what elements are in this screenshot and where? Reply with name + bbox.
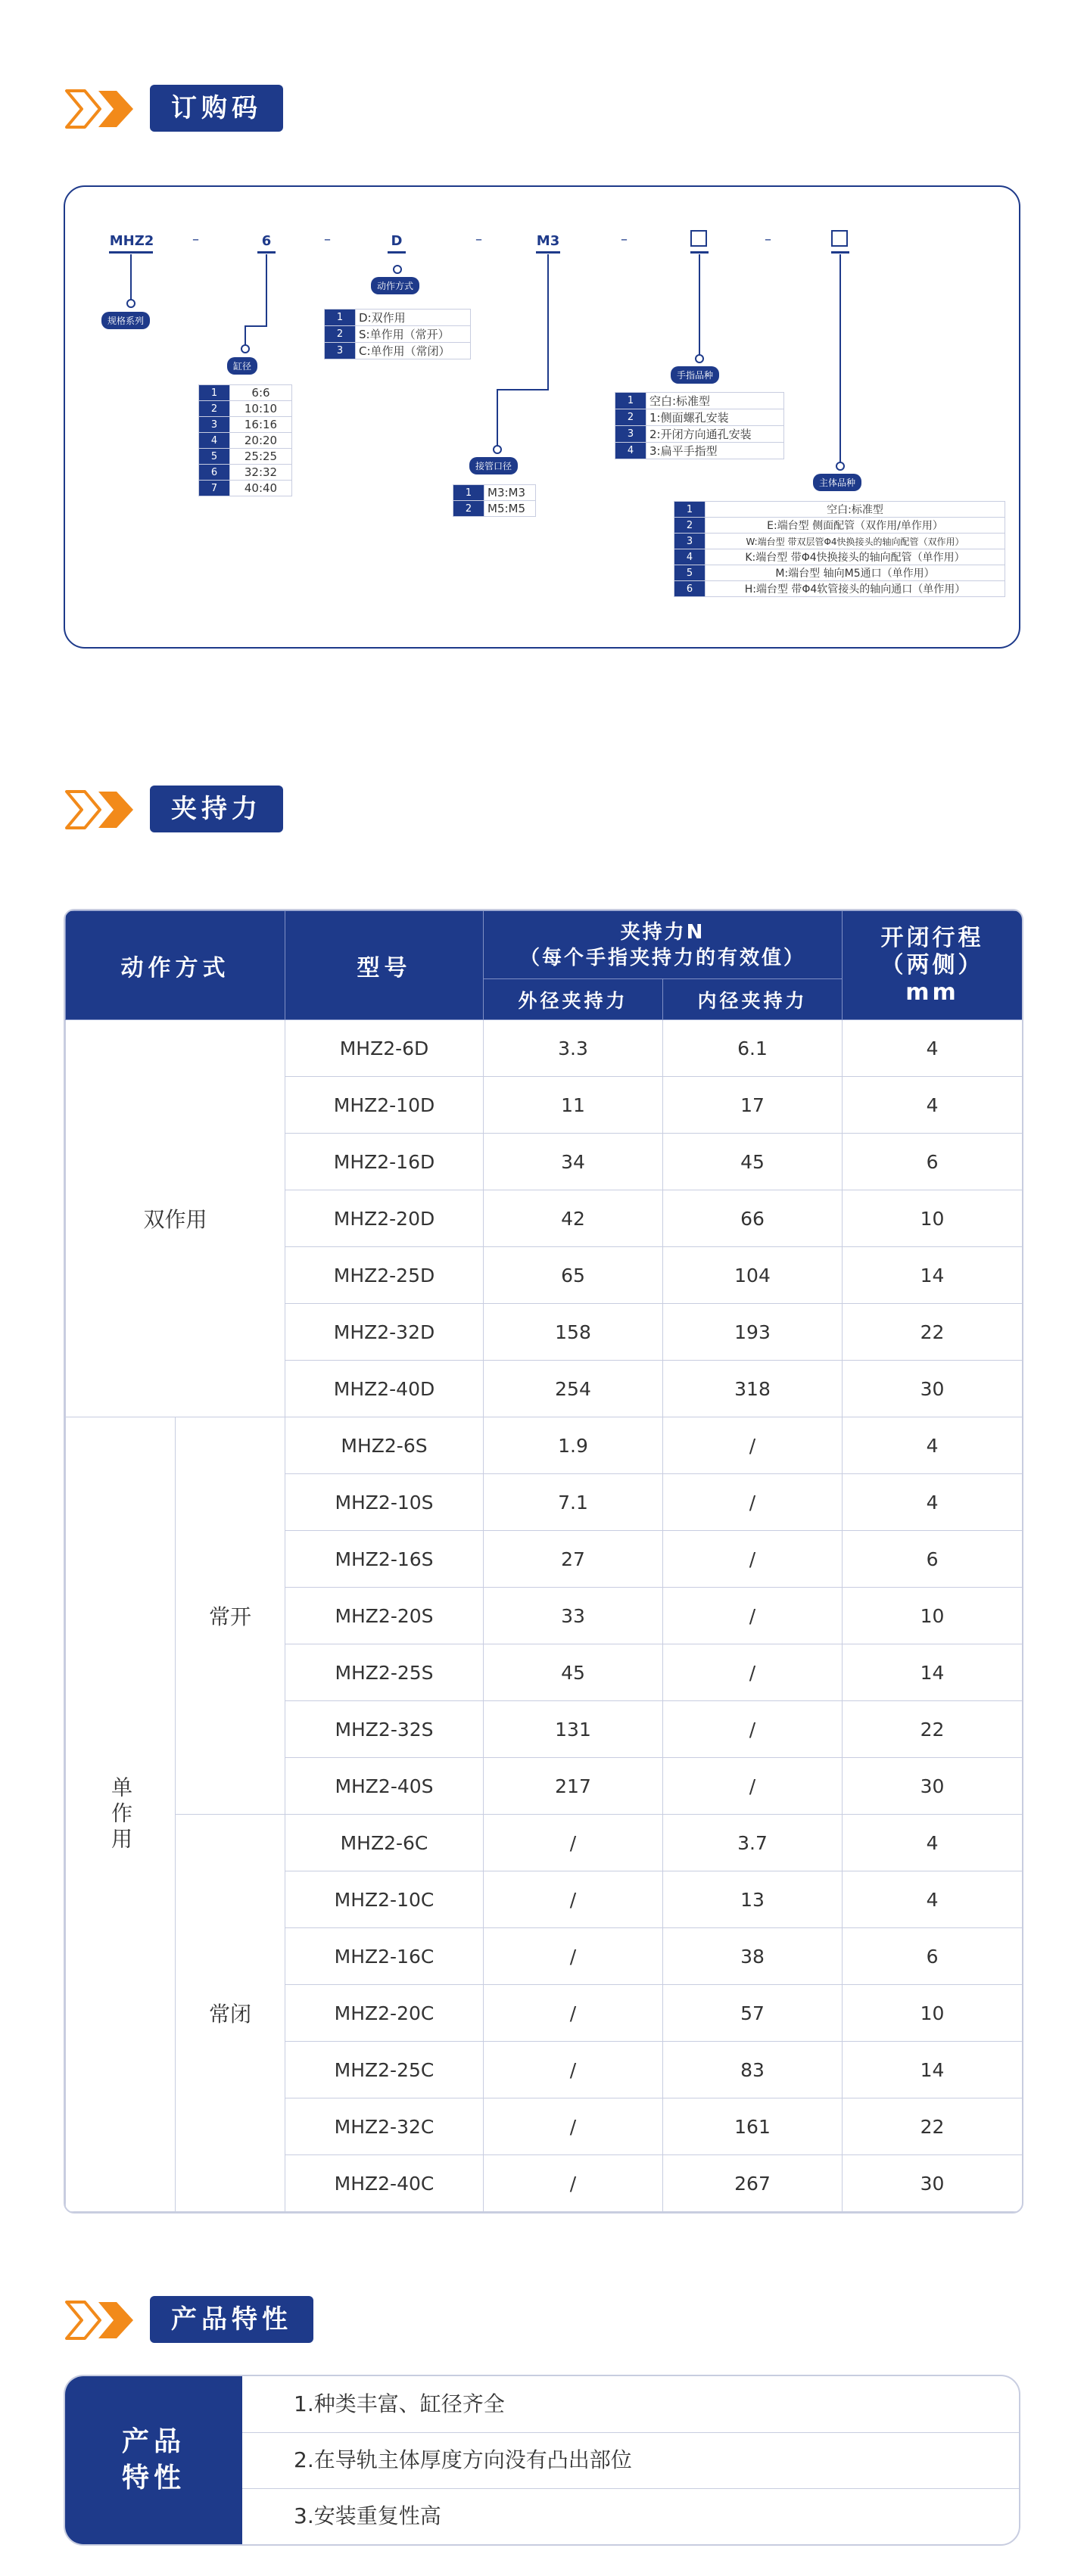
- connector-line: [245, 325, 267, 327]
- option-row: [199, 401, 292, 417]
- code-port: M3: [536, 233, 560, 249]
- table-row: [66, 1417, 1023, 1474]
- header-inner: 内径夹持力: [663, 979, 843, 1020]
- option-row: [615, 443, 784, 459]
- features-panel: [64, 2375, 1020, 2546]
- finger-options-table: [615, 392, 784, 459]
- group-normally-closed: 常闭: [176, 1815, 285, 2212]
- body-tag: 主体品种: [813, 474, 861, 491]
- group-single: 单作用: [66, 1417, 176, 2212]
- body-options-table: [674, 501, 1005, 597]
- option-row: [615, 409, 784, 426]
- option-row: [199, 433, 292, 449]
- connector-line: [497, 389, 549, 390]
- option-number: 1: [615, 393, 646, 409]
- inner-force-cell: 104: [663, 1247, 843, 1304]
- features-label-text: 产品特性: [121, 2426, 185, 2494]
- stroke-cell: 4: [843, 1815, 1023, 1871]
- option-row: [674, 502, 1005, 518]
- header-action: 动作方式: [66, 911, 285, 1020]
- bore-options-table: [198, 384, 292, 496]
- option-number: 7: [199, 481, 230, 496]
- option-number: 2: [199, 401, 230, 417]
- option-row: [453, 501, 536, 517]
- outer-force-cell: 1.9: [484, 1417, 663, 1474]
- stroke-cell: 4: [843, 1020, 1023, 1077]
- model-cell: MHZ2-40D: [285, 1361, 484, 1417]
- code-separator: –: [765, 232, 771, 247]
- option-text: K:端台型 带Φ4快换接头的轴向配管（单作用）: [706, 549, 1005, 565]
- model-cell: MHZ2-32D: [285, 1304, 484, 1361]
- bore-tag: 缸径: [227, 357, 257, 375]
- connector-dot: [493, 445, 502, 454]
- option-number: 5: [199, 449, 230, 465]
- header-stroke: 开闭行程（两侧）mm: [843, 911, 1023, 1020]
- outer-force-cell: 33: [484, 1588, 663, 1644]
- feature-item: 3.安装重复性高: [294, 2503, 441, 2528]
- model-cell: MHZ2-10S: [285, 1474, 484, 1531]
- model-cell: MHZ2-10C: [285, 1871, 484, 1928]
- outer-force-cell: 34: [484, 1134, 663, 1190]
- inner-force-cell: 17: [663, 1077, 843, 1134]
- stroke-cell: 6: [843, 1531, 1023, 1588]
- inner-force-cell: /: [663, 1417, 843, 1474]
- model-cell: MHZ2-16D: [285, 1134, 484, 1190]
- outer-force-cell: /: [484, 2042, 663, 2098]
- code-bore: 6: [261, 233, 272, 249]
- option-row: [615, 393, 784, 409]
- model-cell: MHZ2-20D: [285, 1190, 484, 1247]
- connector-line: [839, 254, 841, 463]
- table-row: [66, 1815, 1023, 1871]
- port-options-table: [453, 484, 536, 517]
- model-cell: MHZ2-20S: [285, 1588, 484, 1644]
- connector-line: [699, 254, 700, 356]
- option-row: [674, 581, 1005, 597]
- feature-item: 1.种类丰富、缸径齐全: [242, 2376, 1019, 2433]
- option-row: [199, 449, 292, 465]
- option-row: [674, 534, 1005, 549]
- feature-item: 2.在导轨主体厚度方向没有凸出部位: [242, 2432, 1019, 2489]
- model-cell: MHZ2-6D: [285, 1020, 484, 1077]
- outer-force-cell: /: [484, 2098, 663, 2155]
- header-force-sub: （每个手指夹持力的有效值）: [520, 946, 806, 969]
- option-row: [325, 326, 471, 343]
- action-options-table: [324, 309, 471, 359]
- inner-force-cell: 318: [663, 1361, 843, 1417]
- code-separator: –: [324, 232, 331, 247]
- connector-dot: [393, 265, 402, 274]
- connector-line: [497, 389, 498, 446]
- model-cell: MHZ2-32S: [285, 1701, 484, 1758]
- option-number: 3: [199, 417, 230, 433]
- option-row: [199, 385, 292, 401]
- code-body-placeholder: [831, 230, 848, 247]
- outer-force-cell: 7.1: [484, 1474, 663, 1531]
- outer-force-cell: 42: [484, 1190, 663, 1247]
- inner-force-cell: /: [663, 1644, 843, 1701]
- inner-force-cell: /: [663, 1758, 843, 1815]
- option-row: [199, 465, 292, 481]
- outer-force-cell: /: [484, 2155, 663, 2212]
- stroke-cell: 4: [843, 1871, 1023, 1928]
- stroke-cell: 10: [843, 1588, 1023, 1644]
- option-text: 1:侧面螺孔安装: [646, 409, 784, 426]
- stroke-cell: 22: [843, 1701, 1023, 1758]
- option-text: 32:32: [230, 465, 292, 481]
- outer-force-cell: 158: [484, 1304, 663, 1361]
- model-cell: MHZ2-40C: [285, 2155, 484, 2212]
- model-cell: MHZ2-25D: [285, 1247, 484, 1304]
- stroke-cell: 14: [843, 1247, 1023, 1304]
- stroke-cell: 22: [843, 1304, 1023, 1361]
- inner-force-cell: 161: [663, 2098, 843, 2155]
- code-separator: –: [621, 232, 628, 247]
- code-series: MHZ2: [109, 233, 154, 249]
- option-text: M:端台型 轴向M5通口（单作用）: [706, 565, 1005, 581]
- stroke-cell: 22: [843, 2098, 1023, 2155]
- option-text: W:端台型 带双层管Φ4快换接头的轴向配管（双作用）: [706, 534, 1005, 549]
- inner-force-cell: /: [663, 1588, 843, 1644]
- header-model: 型号: [285, 911, 484, 1020]
- outer-force-cell: 27: [484, 1531, 663, 1588]
- inner-force-cell: 6.1: [663, 1020, 843, 1077]
- option-text: M3:M3: [484, 485, 536, 501]
- option-row: [199, 481, 292, 496]
- model-cell: MHZ2-10D: [285, 1077, 484, 1134]
- stroke-cell: 30: [843, 1758, 1023, 1815]
- outer-force-cell: 45: [484, 1644, 663, 1701]
- stroke-cell: 10: [843, 1985, 1023, 2042]
- option-text: M5:M5: [484, 501, 536, 517]
- option-row: [453, 485, 536, 501]
- features-label: [65, 2376, 242, 2544]
- code-underline: [388, 251, 406, 254]
- option-text: H:端台型 带Φ4软管接头的轴向通口（单作用）: [706, 581, 1005, 597]
- model-cell: MHZ2-16C: [285, 1928, 484, 1985]
- model-cell: MHZ2-6S: [285, 1417, 484, 1474]
- option-text: 20:20: [230, 433, 292, 449]
- outer-force-cell: 3.3: [484, 1020, 663, 1077]
- inner-force-cell: 38: [663, 1928, 843, 1985]
- section-title: 产品特性: [150, 2296, 313, 2343]
- model-cell: MHZ2-20C: [285, 1985, 484, 2042]
- double-chevron-icon: [64, 88, 139, 130]
- connector-dot: [836, 462, 845, 471]
- option-number: 5: [674, 565, 706, 581]
- connector-line: [266, 254, 267, 327]
- header-outer: 外径夹持力: [484, 979, 663, 1020]
- outer-force-cell: 217: [484, 1758, 663, 1815]
- option-number: 4: [674, 549, 706, 565]
- stroke-cell: 6: [843, 1928, 1023, 1985]
- stroke-cell: 10: [843, 1190, 1023, 1247]
- outer-force-cell: /: [484, 1928, 663, 1985]
- option-row: [674, 549, 1005, 565]
- inner-force-cell: 3.7: [663, 1815, 843, 1871]
- section-title: 订购码: [150, 85, 283, 132]
- option-text: E:端台型 侧面配管（双作用/单作用）: [706, 518, 1005, 534]
- code-finger-placeholder: [690, 230, 707, 247]
- code-underline: [536, 251, 560, 254]
- stroke-cell: 6: [843, 1134, 1023, 1190]
- option-number: 4: [199, 433, 230, 449]
- model-cell: MHZ2-16S: [285, 1531, 484, 1588]
- stroke-cell: 14: [843, 2042, 1023, 2098]
- outer-force-cell: /: [484, 1871, 663, 1928]
- table-row: [66, 1020, 1023, 1077]
- option-text: C:单作用（常闭）: [356, 343, 471, 359]
- outer-force-cell: 131: [484, 1701, 663, 1758]
- option-number: 2: [453, 501, 484, 517]
- option-text: 10:10: [230, 401, 292, 417]
- outer-force-cell: 254: [484, 1361, 663, 1417]
- option-number: 3: [325, 343, 356, 359]
- group-double: 双作用: [66, 1020, 285, 1417]
- connector-line: [547, 254, 549, 390]
- option-row: [674, 518, 1005, 534]
- inner-force-cell: 267: [663, 2155, 843, 2212]
- connector-dot: [126, 299, 136, 308]
- inner-force-cell: 57: [663, 1985, 843, 2042]
- group-normally-open: 常开: [176, 1417, 285, 1815]
- double-chevron-icon: [64, 2299, 139, 2341]
- stroke-cell: 30: [843, 1361, 1023, 1417]
- action-tag: 动作方式: [371, 277, 419, 294]
- code-underline: [831, 251, 849, 254]
- model-cell: MHZ2-25C: [285, 2042, 484, 2098]
- gripping-force-table: [64, 909, 1023, 2214]
- code-separator: –: [475, 232, 482, 247]
- option-text: S:单作用（常开）: [356, 326, 471, 343]
- model-cell: MHZ2-40S: [285, 1758, 484, 1815]
- option-text: 16:16: [230, 417, 292, 433]
- option-text: 25:25: [230, 449, 292, 465]
- code-underline: [257, 251, 276, 254]
- code-underline: [690, 251, 709, 254]
- section-title: 夹持力: [150, 786, 283, 832]
- outer-force-cell: 11: [484, 1077, 663, 1134]
- header-force: [484, 911, 843, 979]
- code-separator: –: [192, 232, 199, 247]
- model-cell: MHZ2-25S: [285, 1644, 484, 1701]
- outer-force-cell: /: [484, 1815, 663, 1871]
- option-number: 2: [615, 409, 646, 426]
- option-row: [325, 310, 471, 326]
- option-number: 1: [453, 485, 484, 501]
- option-text: D:双作用: [356, 310, 471, 326]
- double-chevron-icon: [64, 789, 139, 831]
- inner-force-cell: /: [663, 1701, 843, 1758]
- finger-tag: 手指品种: [671, 366, 719, 384]
- port-tag: 接管口径: [469, 457, 518, 474]
- stroke-cell: 30: [843, 2155, 1023, 2212]
- option-text: 空白:标准型: [706, 502, 1005, 518]
- option-row: [325, 343, 471, 359]
- stroke-cell: 4: [843, 1474, 1023, 1531]
- option-row: [199, 417, 292, 433]
- option-row: [674, 565, 1005, 581]
- inner-force-cell: /: [663, 1474, 843, 1531]
- code-underline: [109, 251, 153, 254]
- outer-force-cell: /: [484, 1985, 663, 2042]
- option-number: 6: [674, 581, 706, 597]
- header-force-title: 夹持力N: [620, 920, 706, 944]
- connector-dot: [241, 344, 250, 353]
- option-number: 3: [615, 426, 646, 443]
- series-tag: 规格系列: [101, 312, 150, 329]
- model-cell: MHZ2-32C: [285, 2098, 484, 2155]
- option-text: 空白:标准型: [646, 393, 784, 409]
- option-number: 2: [325, 326, 356, 343]
- option-row: [615, 426, 784, 443]
- inner-force-cell: 13: [663, 1871, 843, 1928]
- option-text: 3:扁平手指型: [646, 443, 784, 459]
- outer-force-cell: 65: [484, 1247, 663, 1304]
- option-number: 1: [325, 310, 356, 326]
- connector-dot: [695, 354, 704, 363]
- option-number: 3: [674, 534, 706, 549]
- option-number: 6: [199, 465, 230, 481]
- stroke-cell: 4: [843, 1417, 1023, 1474]
- inner-force-cell: 83: [663, 2042, 843, 2098]
- connector-line: [130, 254, 132, 300]
- option-text: 6:6: [230, 385, 292, 401]
- option-text: 40:40: [230, 481, 292, 496]
- stroke-cell: 14: [843, 1644, 1023, 1701]
- option-number: 1: [674, 502, 706, 518]
- option-text: 2:开闭方向通孔安装: [646, 426, 784, 443]
- connector-line: [245, 325, 246, 345]
- code-action: D: [391, 233, 403, 249]
- option-number: 1: [199, 385, 230, 401]
- inner-force-cell: 193: [663, 1304, 843, 1361]
- model-cell: MHZ2-6C: [285, 1815, 484, 1871]
- inner-force-cell: 45: [663, 1134, 843, 1190]
- inner-force-cell: 66: [663, 1190, 843, 1247]
- stroke-cell: 4: [843, 1077, 1023, 1134]
- inner-force-cell: /: [663, 1531, 843, 1588]
- option-number: 4: [615, 443, 646, 459]
- option-number: 2: [674, 518, 706, 534]
